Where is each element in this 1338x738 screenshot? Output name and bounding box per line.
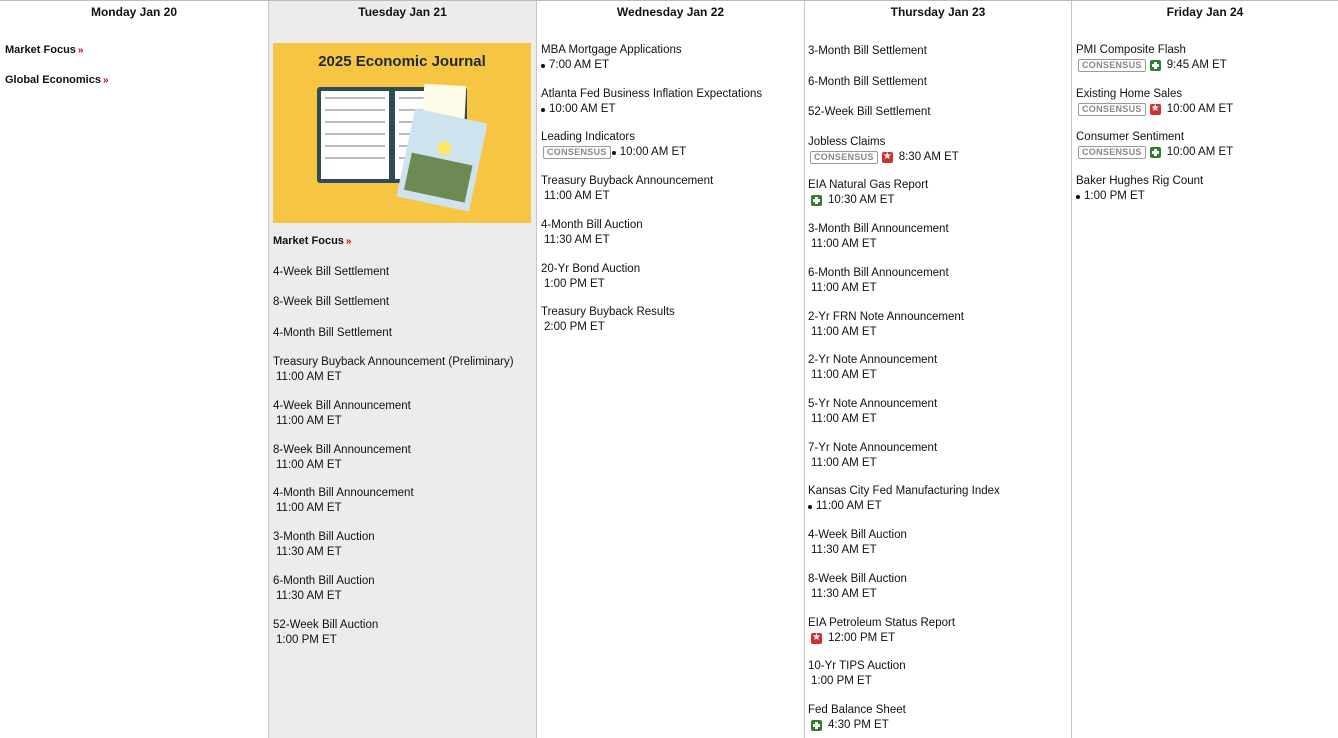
calendar-event[interactable]: [808, 353, 1066, 383]
event-time-row: [273, 501, 531, 516]
event-name: Fed Balance Sheet: [808, 704, 906, 716]
calendar-event[interactable]: [1076, 43, 1334, 73]
event-name: Treasury Buyback Results: [541, 306, 675, 318]
event-time: 11:00 AM ET: [811, 238, 877, 250]
event-time-row: [808, 325, 1066, 340]
economic-journal-promo[interactable]: [273, 43, 531, 223]
event-time: 11:00 AM ET: [811, 413, 877, 425]
event-time: 4:30 PM ET: [828, 719, 889, 731]
event-time-row: [808, 631, 1066, 646]
event-name: 8-Week Bill Announcement: [273, 444, 411, 456]
event-time: 7:00 AM ET: [549, 59, 610, 71]
event-time: 10:00 AM ET: [1166, 146, 1234, 158]
event-name: 4-Month Bill Settlement: [273, 327, 392, 339]
event-time-row: [273, 545, 531, 560]
consensus-badge[interactable]: CONSENSUS: [1078, 103, 1146, 116]
event-name: 20-Yr Bond Auction: [541, 263, 641, 275]
calendar-event[interactable]: [273, 265, 531, 280]
event-time-row: [808, 587, 1066, 602]
promo-title: 2025 Economic Journal: [318, 53, 486, 70]
green-plus-icon: [1150, 147, 1161, 158]
bullet-dot-icon: [808, 505, 812, 509]
event-time-row: [273, 589, 531, 604]
event-time: 11:30 AM ET: [276, 590, 342, 602]
calendar-event[interactable]: [541, 87, 799, 117]
event-time: 1:00 PM ET: [1084, 190, 1145, 202]
event-name: 3-Month Bill Settlement: [808, 45, 927, 57]
calendar-event[interactable]: [808, 135, 1066, 165]
event-time: 8:30 AM ET: [898, 151, 959, 163]
event-name: Consumer Sentiment: [1076, 131, 1185, 143]
event-name: 6-Month Bill Auction: [273, 575, 375, 587]
event-time: 11:30 AM ET: [276, 546, 342, 558]
calendar-event[interactable]: [808, 703, 1066, 733]
event-time: 9:45 AM ET: [1166, 59, 1227, 71]
event-name: 4-Week Bill Settlement: [273, 266, 390, 278]
link-label: Market Focus: [5, 44, 76, 56]
calendar-event[interactable]: [808, 484, 1066, 514]
event-time-row: [808, 412, 1066, 427]
event-name: Kansas City Fed Manufacturing Index: [808, 485, 1000, 497]
event-time: 2:00 PM ET: [544, 321, 605, 333]
red-star-icon: [882, 152, 893, 163]
event-name: 3-Month Bill Auction: [273, 531, 375, 543]
calendar-event[interactable]: [541, 130, 799, 160]
event-time: 11:00 AM ET: [276, 415, 342, 427]
bullet-dot-icon: [541, 108, 545, 112]
calendar-event[interactable]: [273, 326, 531, 341]
event-name: 3-Month Bill Announcement: [808, 223, 949, 235]
event-name: Treasury Buyback Announcement: [541, 175, 714, 187]
calendar-event[interactable]: [273, 295, 531, 310]
event-time: 11:00 AM ET: [811, 369, 877, 381]
green-plus-icon: [811, 720, 822, 731]
calendar-event[interactable]: [808, 659, 1066, 689]
calendar-event[interactable]: [273, 355, 531, 385]
green-plus-icon: [811, 195, 822, 206]
event-name: EIA Petroleum Status Report: [808, 617, 956, 629]
market-focus-link[interactable]: [5, 43, 264, 58]
calendar-event[interactable]: [273, 574, 531, 604]
event-time: 1:00 PM ET: [544, 278, 605, 290]
event-time-row: [808, 543, 1066, 558]
event-time-row: [1076, 102, 1334, 117]
bullet-dot-icon: [612, 151, 616, 155]
event-name: 2-Yr Note Announcement: [808, 354, 938, 366]
calendar-event[interactable]: [541, 43, 799, 73]
calendar-event[interactable]: [273, 486, 531, 516]
consensus-badge[interactable]: CONSENSUS: [543, 146, 611, 159]
calendar-event[interactable]: [273, 443, 531, 473]
event-name: 6-Month Bill Announcement: [808, 267, 949, 279]
event-name: Jobless Claims: [808, 136, 886, 148]
event-time: 11:30 AM ET: [811, 588, 877, 600]
event-time: 11:00 AM ET: [811, 282, 877, 294]
link-label: Global Economics: [5, 74, 101, 86]
red-star-icon: [811, 633, 822, 644]
calendar-event[interactable]: [541, 174, 799, 204]
calendar-event[interactable]: [541, 305, 799, 335]
day-header: Tuesday Jan 21: [358, 5, 447, 19]
event-time-row: [273, 633, 531, 648]
calendar-event[interactable]: [541, 218, 799, 248]
calendar-event[interactable]: [808, 528, 1066, 558]
calendar-event[interactable]: [808, 572, 1066, 602]
event-name: 5-Yr Note Announcement: [808, 398, 938, 410]
event-time-row: [808, 718, 1066, 733]
event-time: 11:00 AM ET: [276, 459, 342, 471]
event-time: 1:00 PM ET: [811, 675, 872, 687]
event-name: Leading Indicators: [541, 131, 635, 143]
event-name: Existing Home Sales: [1076, 88, 1183, 100]
event-name: 4-Week Bill Auction: [808, 529, 907, 541]
calendar-event[interactable]: [273, 399, 531, 429]
event-name: Treasury Buyback Announcement (Preliminary): [273, 356, 514, 368]
event-time-row: [808, 674, 1066, 689]
event-time: 1:00 PM ET: [276, 634, 337, 646]
day-column-monday: [0, 1, 269, 738]
event-name: 8-Week Bill Settlement: [273, 296, 390, 308]
consensus-badge[interactable]: CONSENSUS: [810, 151, 878, 164]
event-name: 4-Week Bill Announcement: [273, 400, 411, 412]
event-time-row: [1076, 58, 1334, 73]
event-time: 11:00 AM ET: [276, 502, 342, 514]
bullet-dot-icon: [1076, 195, 1080, 199]
calendar-event[interactable]: [808, 178, 1066, 208]
event-time-row: [1076, 145, 1334, 160]
calendar-event[interactable]: [808, 105, 1066, 120]
global-economics-link[interactable]: [5, 73, 264, 88]
event-time-row: [541, 189, 799, 204]
day-header: Friday Jan 24: [1166, 5, 1244, 19]
event-time-row: [273, 370, 531, 385]
event-time: 11:00 AM ET: [544, 190, 610, 202]
calendar-event[interactable]: [808, 616, 1066, 646]
event-time-row: [541, 58, 799, 73]
calendar-event[interactable]: [808, 75, 1066, 90]
event-time: 10:00 AM ET: [549, 103, 616, 115]
event-name: PMI Composite Flash: [1076, 44, 1186, 56]
event-name: 4-Month Bill Auction: [541, 219, 643, 231]
event-time-row: [808, 150, 1066, 165]
calendar-event[interactable]: [808, 441, 1066, 471]
consensus-badge[interactable]: CONSENSUS: [1078, 146, 1146, 159]
double-arrow-icon: »: [345, 236, 352, 247]
day-header: Wednesday Jan 22: [616, 5, 725, 19]
event-name: 4-Month Bill Announcement: [273, 487, 414, 499]
red-star-icon: [1150, 104, 1161, 115]
event-time-row: [273, 458, 531, 473]
event-time-row: [808, 193, 1066, 208]
event-name: 52-Week Bill Auction: [273, 619, 379, 631]
event-time-row: [808, 281, 1066, 296]
event-name: 52-Week Bill Settlement: [808, 106, 931, 118]
consensus-badge[interactable]: CONSENSUS: [1078, 59, 1146, 72]
event-time-row: [541, 320, 799, 335]
event-name: 2-Yr FRN Note Announcement: [808, 311, 964, 323]
event-name: MBA Mortgage Applications: [541, 44, 682, 56]
event-time-row: [808, 499, 1066, 514]
event-time-row: [541, 145, 799, 160]
market-focus-link[interactable]: [273, 234, 531, 249]
event-name: 6-Month Bill Settlement: [808, 76, 927, 88]
event-name: Atlanta Fed Business Inflation Expectations: [541, 88, 763, 100]
calendar-event[interactable]: [1076, 87, 1334, 117]
event-time: 11:00 AM ET: [811, 326, 877, 338]
event-time: 11:30 AM ET: [811, 544, 877, 556]
calendar-event[interactable]: [273, 618, 531, 648]
event-name: 8-Week Bill Auction: [808, 573, 907, 585]
event-time: 11:00 AM ET: [276, 371, 342, 383]
event-time-row: [541, 102, 799, 117]
calendar-event[interactable]: [808, 222, 1066, 252]
event-time-row: [808, 237, 1066, 252]
event-time-row: [808, 456, 1066, 471]
event-time-row: [1076, 189, 1334, 204]
event-time-row: [541, 233, 799, 248]
double-arrow-icon: »: [77, 45, 84, 56]
day-header: Monday Jan 20: [90, 5, 178, 19]
event-name: 10-Yr TIPS Auction: [808, 660, 906, 672]
event-name: EIA Natural Gas Report: [808, 179, 929, 191]
link-label: Market Focus: [273, 235, 344, 247]
event-name: 7-Yr Note Announcement: [808, 442, 938, 454]
event-time: 11:30 AM ET: [544, 234, 610, 246]
calendar-event[interactable]: [808, 397, 1066, 427]
calendar-event[interactable]: [1076, 130, 1334, 160]
event-time-row: [541, 277, 799, 292]
calendar-event[interactable]: [1076, 174, 1334, 204]
event-time: 11:00 AM ET: [816, 500, 882, 512]
event-time-row: [273, 414, 531, 429]
event-name: Baker Hughes Rig Count: [1076, 175, 1204, 187]
event-time: 10:30 AM ET: [828, 194, 895, 206]
calendar-event[interactable]: [808, 266, 1066, 296]
day-header: Thursday Jan 23: [890, 5, 986, 19]
bullet-dot-icon: [541, 64, 545, 68]
calendar-event[interactable]: [273, 530, 531, 560]
event-time: 10:00 AM ET: [619, 146, 687, 158]
event-time: 12:00 PM ET: [828, 632, 896, 644]
double-arrow-icon: »: [102, 75, 109, 86]
event-time-row: [808, 368, 1066, 383]
event-time: 11:00 AM ET: [811, 457, 877, 469]
calendar-event[interactable]: [808, 310, 1066, 340]
event-time: 10:00 AM ET: [1166, 103, 1234, 115]
green-plus-icon: [1150, 60, 1161, 71]
calendar-event[interactable]: [808, 44, 1066, 59]
calendar-event[interactable]: [541, 262, 799, 292]
